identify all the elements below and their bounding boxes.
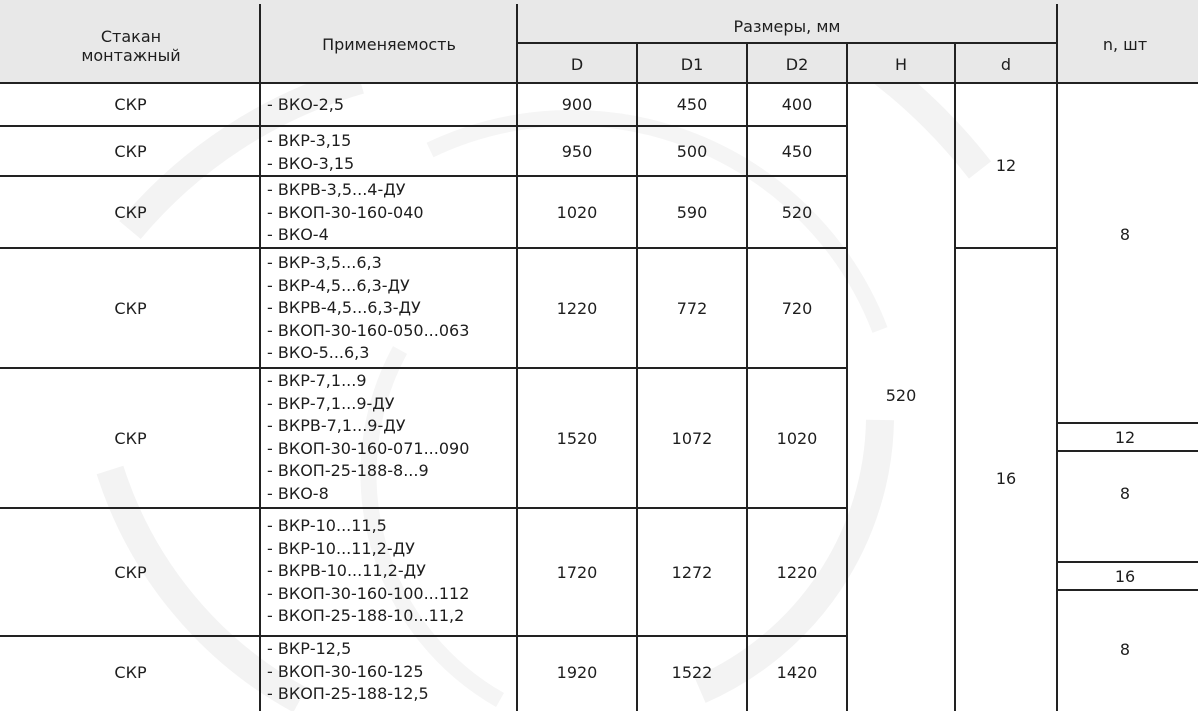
n-value-2: 12 — [1114, 428, 1136, 447]
row-3-D1: 590 — [676, 202, 708, 222]
header-n: n, шт — [1102, 34, 1148, 54]
row-1-D: 900 — [561, 95, 593, 114]
row-6-D2: 1220 — [776, 562, 818, 582]
grid-line — [954, 44, 956, 711]
row-3-appl-line: - ВКОП-30-160-040 — [267, 202, 424, 222]
row-6-D: 1720 — [556, 562, 598, 582]
header-D1: D1 — [680, 54, 704, 74]
header-D2: D2 — [785, 54, 809, 74]
row-5-appl-line: - ВКР-7,1...9 — [267, 371, 367, 390]
row-1-applicability — [267, 94, 344, 117]
grid-line — [516, 4, 518, 711]
row-7-D2: 1420 — [776, 663, 818, 682]
d-value-2: 16 — [995, 469, 1017, 488]
row-6-appl-line: - ВКОП-30-160-100...112 — [267, 583, 470, 603]
row-3-D2: 520 — [781, 202, 813, 222]
grid-line — [636, 44, 638, 711]
row-7-D: 1920 — [556, 663, 598, 682]
row-4-applicability — [267, 252, 469, 365]
row-6-D1: 1272 — [671, 562, 713, 582]
grid-line — [0, 247, 847, 249]
grid-line — [0, 125, 847, 127]
header-sizes: Размеры, мм — [733, 16, 841, 36]
row-4-appl-line: - ВКОП-30-160-050...063 — [267, 320, 470, 340]
row-7-type: СКР — [114, 663, 147, 682]
row-1-D1: 450 — [676, 95, 708, 114]
grid-line — [846, 44, 848, 711]
row-4-type: СКР — [114, 298, 147, 318]
row-4-appl-line: - ВКР-3,5...6,3 — [267, 253, 382, 272]
d-value-1: 12 — [995, 156, 1017, 175]
row-3-appl-line: - ВКРВ-3,5...4-ДУ — [267, 180, 406, 199]
n-value-1: 8 — [1119, 225, 1131, 244]
row-5-applicability — [267, 370, 469, 505]
row-2-D: 950 — [561, 142, 593, 161]
row-5-type: СКР — [114, 428, 147, 448]
row-6-appl-line: - ВКРВ-10...11,2-ДУ — [267, 561, 426, 580]
row-6-appl-line: - ВКОП-25-188-10...11,2 — [267, 606, 465, 625]
row-4-D2: 720 — [781, 298, 813, 318]
grid-line — [0, 507, 847, 509]
row-3-D: 1020 — [556, 202, 598, 222]
row-5-appl-line: - ВКОП-30-160-071...090 — [267, 438, 470, 458]
row-6-appl-line: - ВКР-10...11,5 — [267, 516, 387, 535]
row-5-appl-line: - ВКОП-25-188-8...9 — [267, 461, 429, 480]
row-4-appl-line: - ВКР-4,5...6,3-ДУ — [267, 275, 410, 295]
row-1-appl-line: - ВКО-2,5 — [267, 95, 345, 114]
row-6-appl-line: - ВКР-10...11,2-ДУ — [267, 538, 415, 558]
grid-line — [1057, 589, 1198, 591]
row-5-appl-line: - ВКО-8 — [267, 483, 329, 503]
row-7-applicability — [267, 638, 429, 706]
grid-line — [0, 175, 847, 177]
grid-line — [746, 44, 748, 711]
row-2-D1: 500 — [676, 142, 708, 161]
row-1-type: СКР — [114, 95, 147, 114]
n-value-3: 8 — [1119, 484, 1131, 503]
row-6-type: СКР — [114, 562, 147, 582]
row-4-D1: 772 — [676, 298, 708, 318]
header-glass — [40, 20, 222, 72]
row-6-applicability — [267, 515, 469, 628]
row-7-D1: 1522 — [671, 663, 713, 682]
grid-line — [0, 82, 1198, 84]
grid-line — [1056, 4, 1058, 711]
row-5-D2: 1020 — [776, 428, 818, 448]
row-2-applicability — [267, 130, 354, 175]
grid-line — [1057, 450, 1198, 452]
header-applicability: Применяемость — [322, 34, 456, 54]
grid-line — [0, 635, 847, 637]
grid-line — [259, 4, 261, 711]
row-7-appl-line: - ВКОП-30-160-125 — [267, 661, 424, 681]
row-7-appl-line: - ВКОП-25-188-12,5 — [267, 684, 429, 703]
row-3-type: СКР — [114, 202, 147, 222]
row-5-appl-line: - ВКРВ-7,1...9-ДУ — [267, 416, 406, 435]
n-value-5: 8 — [1119, 640, 1131, 659]
row-3-applicability — [267, 179, 424, 247]
grid-line — [0, 367, 847, 369]
header-glass-label: Стакан монтажный — [81, 27, 181, 65]
row-7-appl-line: - ВКР-12,5 — [267, 639, 352, 658]
H-value: 520 — [885, 386, 917, 405]
row-2-type: СКР — [114, 142, 147, 161]
row-3-appl-line: - ВКО-4 — [267, 225, 329, 244]
row-5-D: 1520 — [556, 428, 598, 448]
grid-line — [517, 42, 1057, 44]
row-2-appl-line: - ВКО-3,15 — [267, 153, 355, 173]
row-5-appl-line: - ВКР-7,1...9-ДУ — [267, 393, 395, 413]
grid-line — [955, 247, 1057, 249]
grid-line — [1057, 422, 1198, 424]
row-5-D1: 1072 — [671, 428, 713, 448]
header-D: D — [570, 54, 584, 74]
header-H: H — [894, 54, 908, 74]
grid-line — [1057, 561, 1198, 563]
n-value-4: 16 — [1114, 567, 1136, 586]
header-d: d — [1000, 54, 1012, 74]
row-1-D2: 400 — [781, 95, 813, 114]
row-2-D2: 450 — [781, 142, 813, 161]
row-4-appl-line: - ВКО-5...6,3 — [267, 343, 370, 362]
row-2-appl-line: - ВКР-3,15 — [267, 131, 352, 150]
row-4-appl-line: - ВКРВ-4,5...6,3-ДУ — [267, 298, 421, 317]
row-4-D: 1220 — [556, 298, 598, 318]
